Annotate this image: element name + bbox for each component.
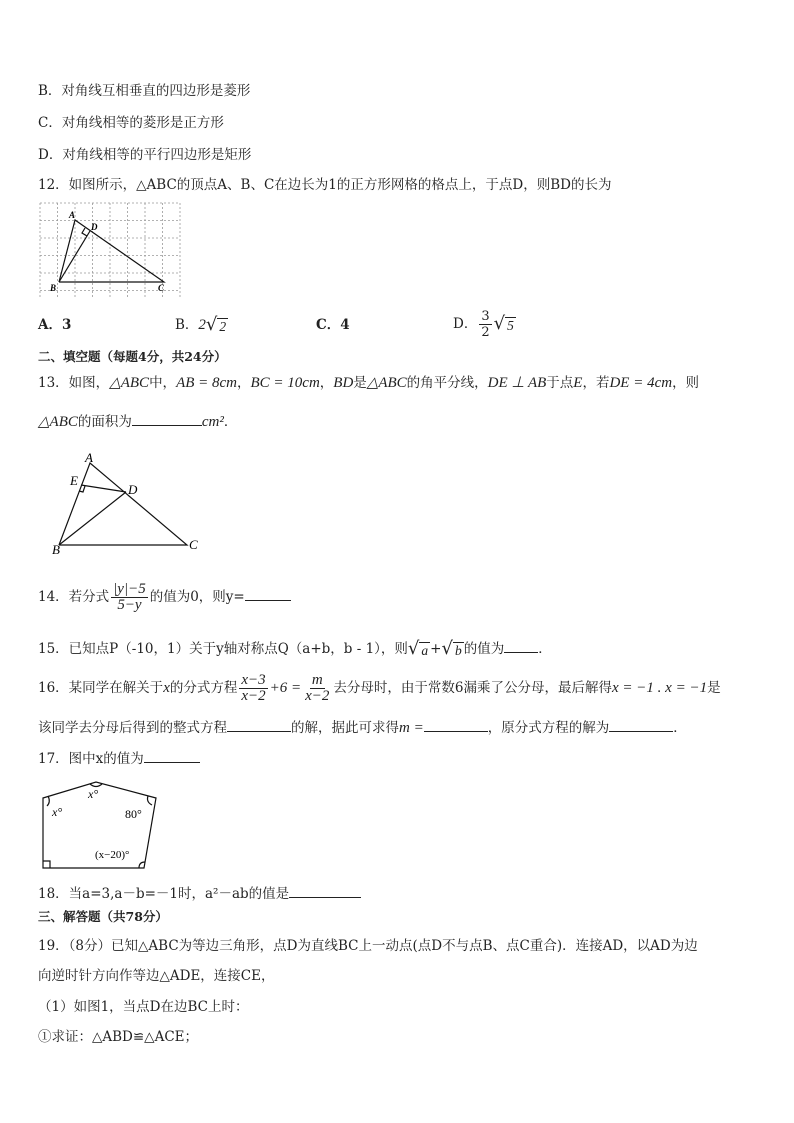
q15-question: 15．已知点P（-10，1）关于y轴对称点Q（a+b，b - 1），则 √ a + √ b 的值为 ． — [38, 638, 552, 659]
q17-answer-blank[interactable] — [144, 748, 200, 763]
q15-answer-blank[interactable] — [504, 638, 538, 653]
q11-option-d: D．对角线相等的平行四边形是矩形 — [38, 147, 252, 163]
q13-label-b: B — [52, 542, 60, 557]
q17-label-x-left: x° — [52, 805, 63, 819]
q12-option-a: A．3 — [38, 317, 72, 333]
q12-grid-figure — [38, 201, 183, 301]
q12-label-d: D — [91, 222, 98, 232]
q12-option-d — [453, 306, 516, 342]
q19-line4: ①求证：△ABD≌△ACE； — [38, 1029, 199, 1045]
q13-line1: 13．如图，△ABC中，AB = 8cm，BC = 10cm，BD是△ABC的角平分线，DE ⊥ AB于点E，若DE = 4cm，则 — [38, 375, 700, 391]
q19-line1: 19．（8分）已知△ABC为等边三角形，点D为直线BC上一动点(点D不与点B、点C重合)．连接AD，以AD为边 — [38, 938, 698, 954]
q13-label-a: A — [85, 450, 93, 465]
q18-question: 18．当a=3,a－b=－1时，a²－ab的值是 — [38, 883, 361, 904]
q12-option-d-label: D． — [453, 316, 478, 332]
q11-option-b: B．对角线互相垂直的四边形是菱形 — [38, 83, 251, 99]
q12-label-c: C — [158, 283, 165, 293]
q12-option-b-label: B． — [175, 317, 199, 333]
q14-question: 14．若分式 $\frac{|y|-5}{5-y}$ 的值为0，则y= — [38, 577, 291, 617]
q17-question: 17．图中x的值为 — [38, 748, 200, 769]
q13-label-e: E — [70, 473, 78, 488]
q12-option-d-sqrt: √ 5 — [493, 313, 514, 334]
q13-label-d: D — [128, 482, 138, 497]
q14-answer-blank[interactable] — [245, 586, 291, 601]
q17-label-x-minus-20: (x−20)° — [95, 849, 130, 861]
q12-option-b-coef: 2 — [198, 317, 206, 333]
section-2-title: 二、填空题（每题4分，共24分） — [38, 349, 227, 364]
q16-blank-3[interactable] — [609, 717, 673, 732]
q12-option-b — [175, 315, 228, 335]
q13-answer-blank[interactable] — [132, 411, 202, 426]
q14-fraction: $\frac{|y|-5}{5-y}$ — [113, 581, 146, 613]
q16-line2: 该同学去分母后得到的整式方程 的解，据此可求得m = ，原分式方程的解为 ． — [38, 717, 687, 738]
q19-line3: （1）如图1，当点D在边BC上时： — [38, 999, 249, 1015]
q18-answer-blank[interactable] — [289, 883, 361, 898]
q12-option-c: C．4 — [316, 317, 350, 333]
q19-line2: 向逆时针方向作等边△ADE，连接CE， — [38, 968, 275, 984]
q12-option-d-frac: $\frac{3}{2}$ — [481, 309, 490, 340]
q16-blank-2[interactable] — [424, 717, 488, 732]
q16-blank-1[interactable] — [227, 717, 291, 732]
q13-label-c: C — [189, 537, 198, 552]
section-3-title: 三、解答题（共78分） — [38, 909, 168, 924]
q16-line1: 16．某同学在解关于x的分式方程 $\frac{x-3}{x-2}$ +6 = $\frac{m}{x-2}$ 去分母时，由于常数6漏乘了公分母，最后解得x = −1 . x = −1是 — [38, 672, 721, 704]
q17-pentagon-figure — [38, 780, 168, 875]
q12-question: 12．如图所示，△ABC的顶点A、B、C在边长为1的正方形网格的格点上，于点D，则BD的长为 — [38, 177, 612, 193]
q12-option-b-sqrt: √ 2 — [205, 314, 227, 335]
q12-label-b: B — [50, 283, 57, 293]
q17-label-x-top: x° — [88, 787, 99, 801]
q13-triangle-figure — [45, 448, 210, 558]
q13-line2: △ABC的面积为 cm²． — [38, 411, 237, 432]
q11-option-c: C．对角线相等的菱形是正方形 — [38, 115, 224, 131]
q12-label-a: A — [69, 210, 76, 220]
q17-label-80: 80° — [125, 807, 142, 821]
